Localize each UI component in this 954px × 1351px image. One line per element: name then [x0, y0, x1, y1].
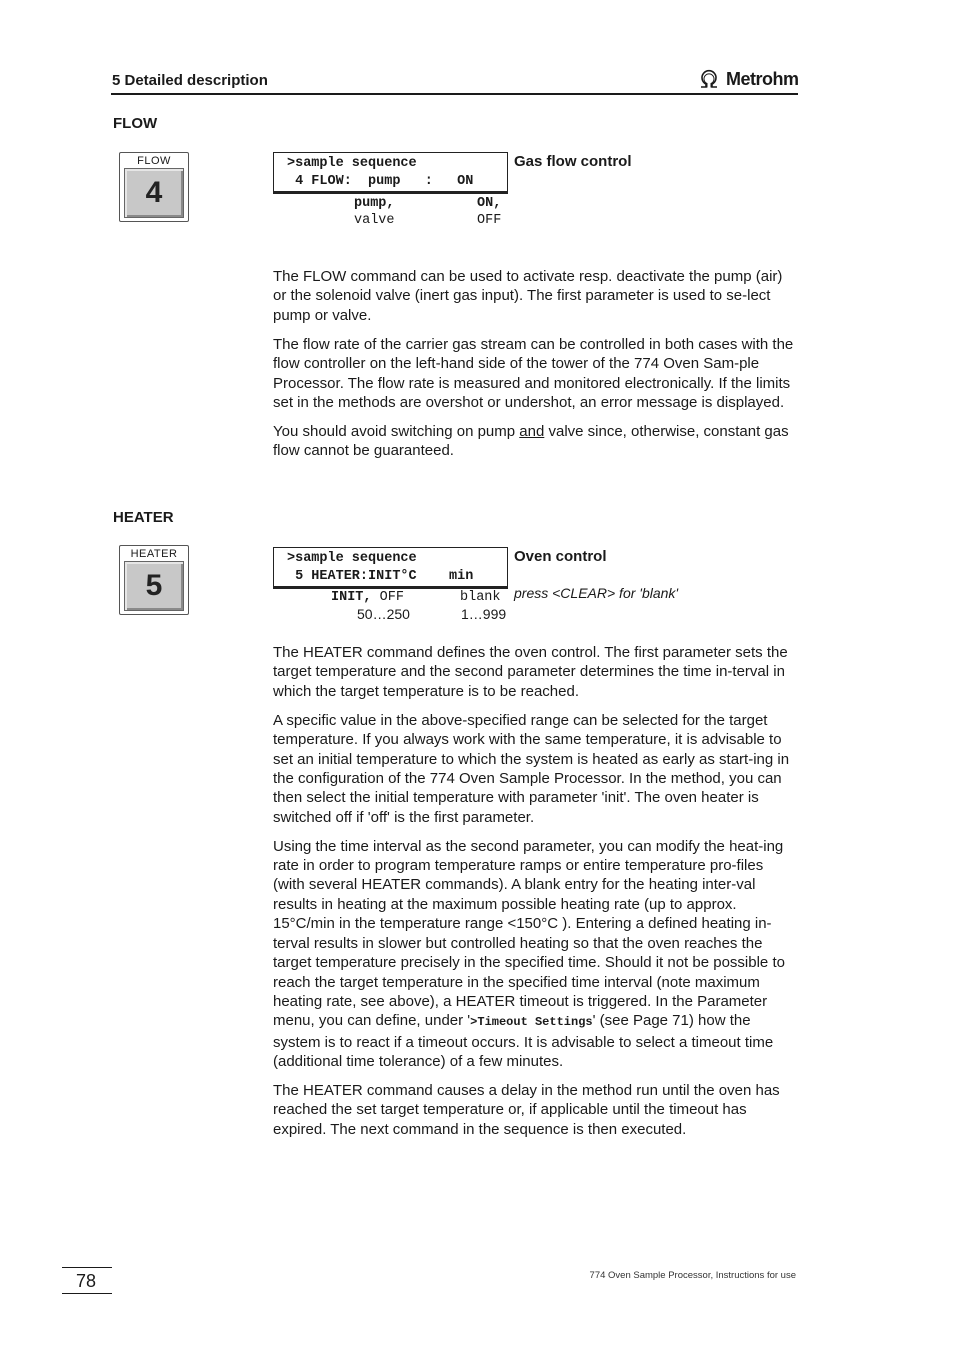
paragraph: The flow rate of the carrier gas stream can be controlled in both cases with the flow controller on the left-hand side of the tower of the 774 Oven Sam-ple Processor. The flow rate is measured and monitored electronically. If the limits set in the methods are overshot or undershot, an error message is displayed.	[273, 335, 794, 411]
flow-param2-alt: OFF	[477, 213, 502, 228]
flow-key	[119, 152, 189, 222]
brand-logo	[697, 67, 799, 91]
paragraph: A specific value in the above-specified range can be selected for the target temperature. If you always work with the same temperature, it is advisable to set an initial temperature to which the system is heated as early as start-ing in the configuration of the 774 Oven Sample Processor. In the method, you can then select the initial temperature with parameter 'init'. The oven heater is switched off if 'off' is the first parameter.	[273, 711, 790, 826]
paragraph	[273, 837, 799, 1072]
footer-doc-title: 774 Oven Sample Processor, Instructions for use	[589, 1270, 796, 1281]
header-rule	[111, 93, 798, 95]
heater-key-number: 5	[124, 561, 184, 611]
heater-param2-values: blank	[460, 590, 501, 605]
page-number-rule	[62, 1293, 112, 1294]
flow-heading: FLOW	[113, 115, 158, 132]
text-span: Using the time interval as the second parameter, you can modify the heat-ing rate in order to program temperature ramps or entire temperature pro-files (with several HEATER commands). A blank entry for the heating inter-val results in heating at the maximum possible heating rate (up to approx. 15°C/min in the temperature range <150°C ). Entering a defined heating in-terval results in slower but controlled heating so that the oven reaches the target temperature precisely in the specified time. Should it not be possible to reach the target temperature in the specified time interval (note maximum heating rate, see above), a HEATER timeout is triggered. In the Parameter menu, you can define, under '	[273, 837, 785, 1030]
heater-key	[119, 545, 189, 615]
page-section-title: 5 Detailed description	[112, 72, 268, 89]
heater-param2-range: 1…999	[461, 606, 507, 622]
paragraph: The HEATER command causes a delay in the method run until the oven has reached the set target temperature or, if applicable until the timeout has expired. The next command in the sequence is then executed.	[273, 1082, 780, 1138]
lcd-line-2: 4 FLOW: pump : ON	[287, 174, 474, 189]
flow-key-number: 4	[124, 168, 184, 218]
heater-caption: Oven control	[514, 548, 607, 565]
heater-note: press <CLEAR> for 'blank'	[514, 585, 679, 601]
heater-key-label: HEATER	[130, 548, 178, 560]
flow-lcd-display	[273, 152, 508, 194]
logo-wordmark: Metrohm	[726, 68, 799, 89]
paragraph: The FLOW command can be used to activate resp. deactivate the pump (air) or the solenoid valve (inert gas input). The first parameter is used to se-lect pump or valve.	[273, 268, 783, 324]
flow-param1-values: pump,	[354, 196, 395, 211]
lcd-line-1: >sample sequence	[287, 551, 417, 566]
lcd-line-1: >sample sequence	[287, 156, 417, 171]
flow-param1-alt: valve	[354, 213, 395, 228]
param-rest: OFF	[371, 590, 404, 605]
flow-param2-values: ON,	[477, 196, 502, 211]
page-number-rule-top	[62, 1267, 112, 1268]
underlined-text: and	[519, 422, 545, 440]
code-text: >Timeout Settings	[470, 1015, 593, 1030]
heater-body-text	[273, 643, 799, 1139]
text-span: valve since, otherwise, constant gas flow cannot be guaranteed.	[273, 422, 789, 460]
metrohm-omega-icon	[697, 69, 721, 89]
paragraph	[273, 422, 799, 461]
heater-lcd-display	[273, 547, 508, 589]
flow-caption: Gas flow control	[514, 153, 632, 170]
lcd-line-2: 5 HEATER:INIT°C min	[287, 569, 474, 584]
heater-param1	[331, 590, 404, 605]
page-number: 78	[76, 1271, 97, 1291]
text-span: ' (see Page 71) how the system is to react if a timeout occurs. It is advisable to select a timeout time (additional time tolerance) of a few minutes.	[273, 1012, 774, 1071]
heater-param1-range: 50…250	[357, 606, 410, 622]
flow-body-text	[273, 267, 799, 461]
heater-heading: HEATER	[113, 509, 174, 526]
text-span: You should avoid switching on pump	[273, 422, 520, 440]
flow-key-label: FLOW	[137, 155, 171, 167]
paragraph: The HEATER command defines the oven control. The first parameter sets the target temperature and the second parameter determines the time in-terval in which the target temperature is to be reached.	[273, 644, 788, 700]
param-bold: INIT,	[331, 590, 372, 605]
